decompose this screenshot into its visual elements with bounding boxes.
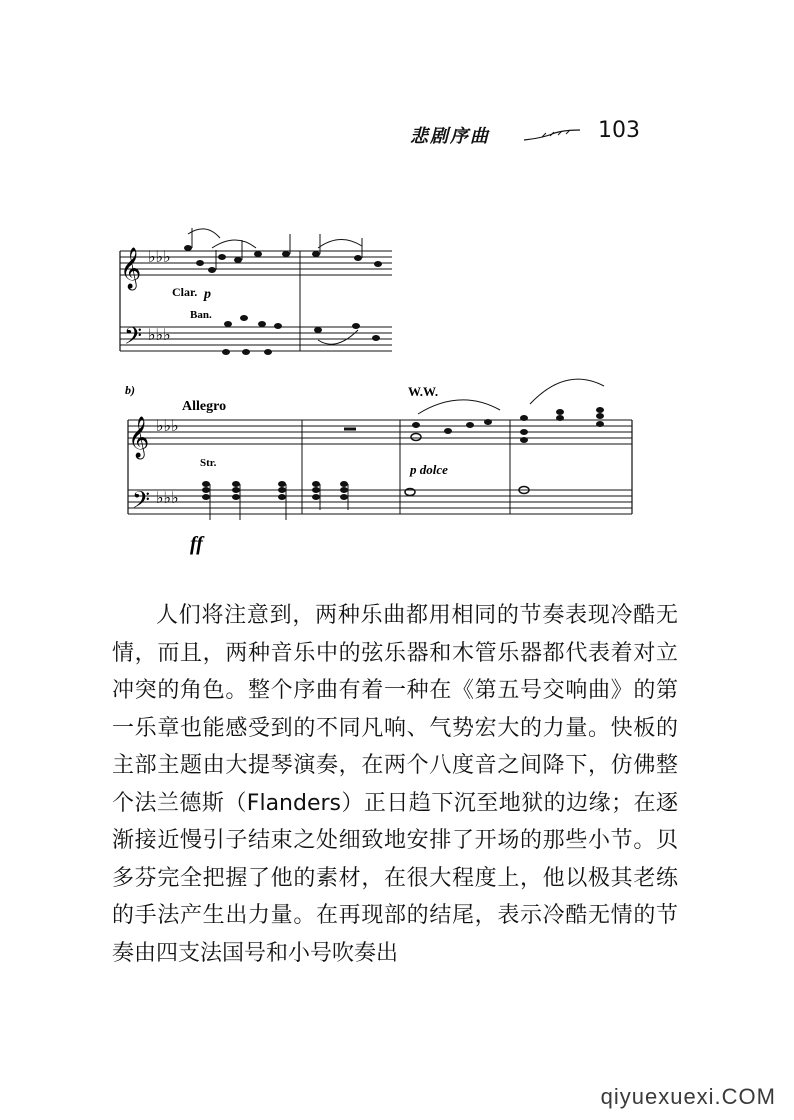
bass-notes-a <box>222 315 380 355</box>
dolce-marking: p dolce <box>410 462 448 477</box>
score-example-a <box>120 228 392 355</box>
bass-clef-icon: 𝄢 <box>132 488 151 519</box>
flat-icon: ♭♭♭ <box>148 249 171 266</box>
bass-staff-b <box>128 490 632 514</box>
fortissimo-marking: ff <box>190 533 203 555</box>
dynamic-marking: p <box>204 287 211 302</box>
body-text <box>112 597 678 972</box>
flat-icon: ♭♭♭ <box>156 418 179 435</box>
treble-clef-icon: 𝄞 <box>120 248 142 288</box>
score-example-b <box>125 379 632 555</box>
bassoon-label: Ban. <box>190 309 212 321</box>
tempo-marking: Allegro <box>182 399 227 414</box>
body-paragraph: 人们将注意到，两种乐曲都用相同的节奏表现冷酷无情，而且，两种音乐中的弦乐器和木管乐器都代表着对立冲突的角色。整个序曲有着一种在《第五号交响曲》的第一乐章也能感受到的不同凡响、气势宏大的力量。快板的主部主题由大提琴演奏，在两个八度音之间降下，仿佛整个法兰德斯（Flanders）正日趋下沉至地狱的边缘；在逐渐接近慢引子结束之处细致地安排了开场的那些小节。贝多芬完全把握了他的素材，在很大程度上，他以极其老练的手法产生出力量。在再现部的结尾，表示冷酷无情的节奏由四支法国号和小号吹奏出 <box>112 603 678 966</box>
treble-staff-b <box>128 420 632 444</box>
flat-icon: ♭♭♭ <box>148 327 171 344</box>
woodwinds-label: W.W. <box>408 384 439 399</box>
running-title: 悲剧序曲 <box>410 126 490 147</box>
page-number: 103 <box>598 118 640 143</box>
clarinet-label: Clar. <box>172 285 198 299</box>
site-watermark: qiyuexuexi.COM <box>600 1084 776 1109</box>
flat-icon: ♭♭♭ <box>156 490 179 507</box>
treble-clef-icon: 𝄞 <box>128 417 150 457</box>
strings-label: Str. <box>200 457 217 469</box>
bass-clef-icon: 𝄢 <box>124 324 143 355</box>
example-label: b) <box>125 383 135 397</box>
